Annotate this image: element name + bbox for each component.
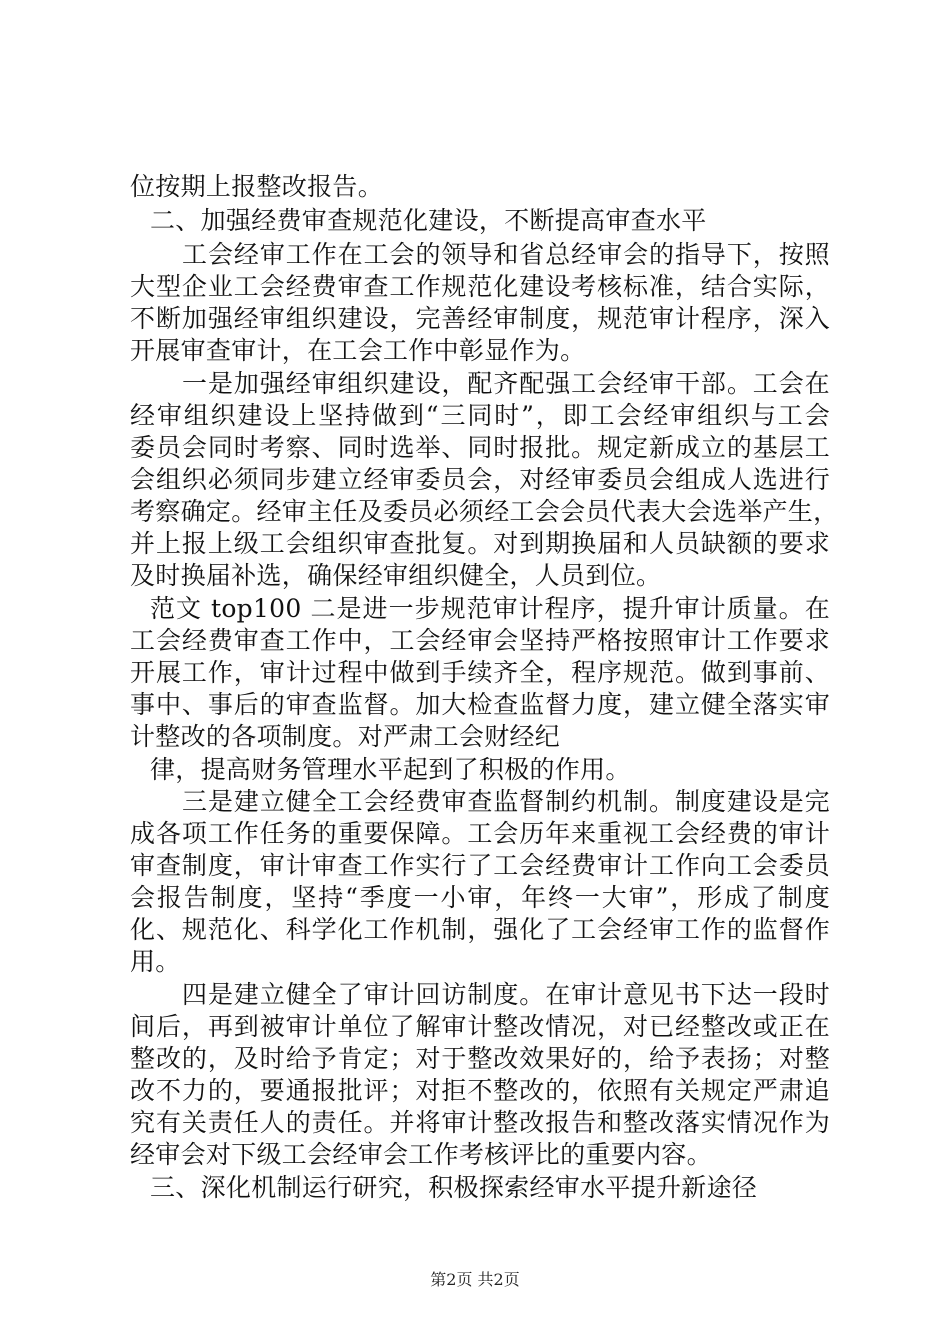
text-line: 事中、事后的审查监督。加大检查监督力度，建立健全落实审 (130, 690, 830, 719)
text-line: 大型企业工会经费审查工作规范化建设考核标准，结合实际， (130, 272, 830, 301)
text-line: 工会经费审查工作中，工会经审会坚持严格按照审计工作要求 (130, 626, 830, 655)
text-line: 会组织必须同步建立经审委员会，对经审委员会组成人选进行 (130, 465, 830, 494)
text-line: 开展审查审计，在工会工作中彰显作为。 (130, 336, 586, 365)
text-line: 间后，再到被审计单位了解审计整改情况，对已经整改或正在 (130, 1012, 830, 1041)
text-line: 并上报上级工会组织审查批复。对到期换届和人员缺额的要求 (130, 529, 830, 558)
text-line: 计整改的各项制度。对严肃工会财经纪 (130, 722, 561, 751)
text-line: 及时换届补选，确保经审组织健全，人员到位。 (130, 561, 662, 590)
text-line: 考察确定。经审主任及委员必须经工会会员代表大会选举产生， (130, 497, 839, 526)
text-line: 四是建立健全了审计回访制度。在审计意见书下达一段时 (182, 980, 830, 1009)
text-line: 开展工作，审计过程中做到手续齐全，程序规范。做到事前、 (130, 658, 830, 687)
text-line: 位按期上报整改报告。 (130, 172, 384, 201)
section-heading: 二、加强经费审查规范化建设，不断提高审查水平 (150, 206, 707, 235)
text-line: 三是建立健全工会经费审查监督制约机制。制度建设是完 (182, 787, 830, 816)
text-line: 经审组织建设上坚持做到“三同时”，即工会经审组织与工会 (130, 401, 830, 430)
text-line: 会报告制度，坚持“季度一小审，年终一大审”，形成了制度 (130, 883, 830, 912)
text-line: 究有关责任人的责任。并将审计整改报告和整改落实情况作为 (130, 1108, 830, 1137)
text-line: 成各项工作任务的重要保障。工会历年来重视工会经费的审计 (130, 819, 830, 848)
page-footer: 第2页 共2页 (430, 1270, 520, 1289)
text-line: 用。 (130, 947, 181, 976)
text-line: 改不力的，要通报批评；对拒不整改的，依照有关规定严肃追 (130, 1076, 830, 1105)
text-line: 审查制度，审计审查工作实行了工会经费审计工作向工会委员 (130, 851, 830, 880)
text-line: 化、规范化、科学化工作机制，强化了工会经审工作的监督作 (130, 915, 830, 944)
text-line: 经审会对下级工会经审会工作考核评比的重要内容。 (130, 1140, 712, 1169)
text-line: 整改的，及时给予肯定；对于整改效果好的，给予表扬；对整 (130, 1044, 830, 1073)
text-line: 范文 top100 二是进一步规范审计程序，提升审计质量。在 (150, 594, 830, 623)
text-line: 不断加强经审组织建设，完善经审制度，规范审计程序，深入 (130, 304, 830, 333)
section-heading: 三、深化机制运行研究，积极探索经审水平提升新途径 (150, 1173, 758, 1202)
text-line: 工会经审工作在工会的领导和省总经审会的指导下，按照 (182, 240, 830, 269)
text-line: 委员会同时考察、同时选举、同时报批。规定新成立的基层工 (130, 433, 830, 462)
text-line: 律，提高财务管理水平起到了积极的作用。 (150, 755, 631, 784)
text-line: 一是加强经审组织建设，配齐配强工会经审干部。工会在 (182, 369, 830, 398)
